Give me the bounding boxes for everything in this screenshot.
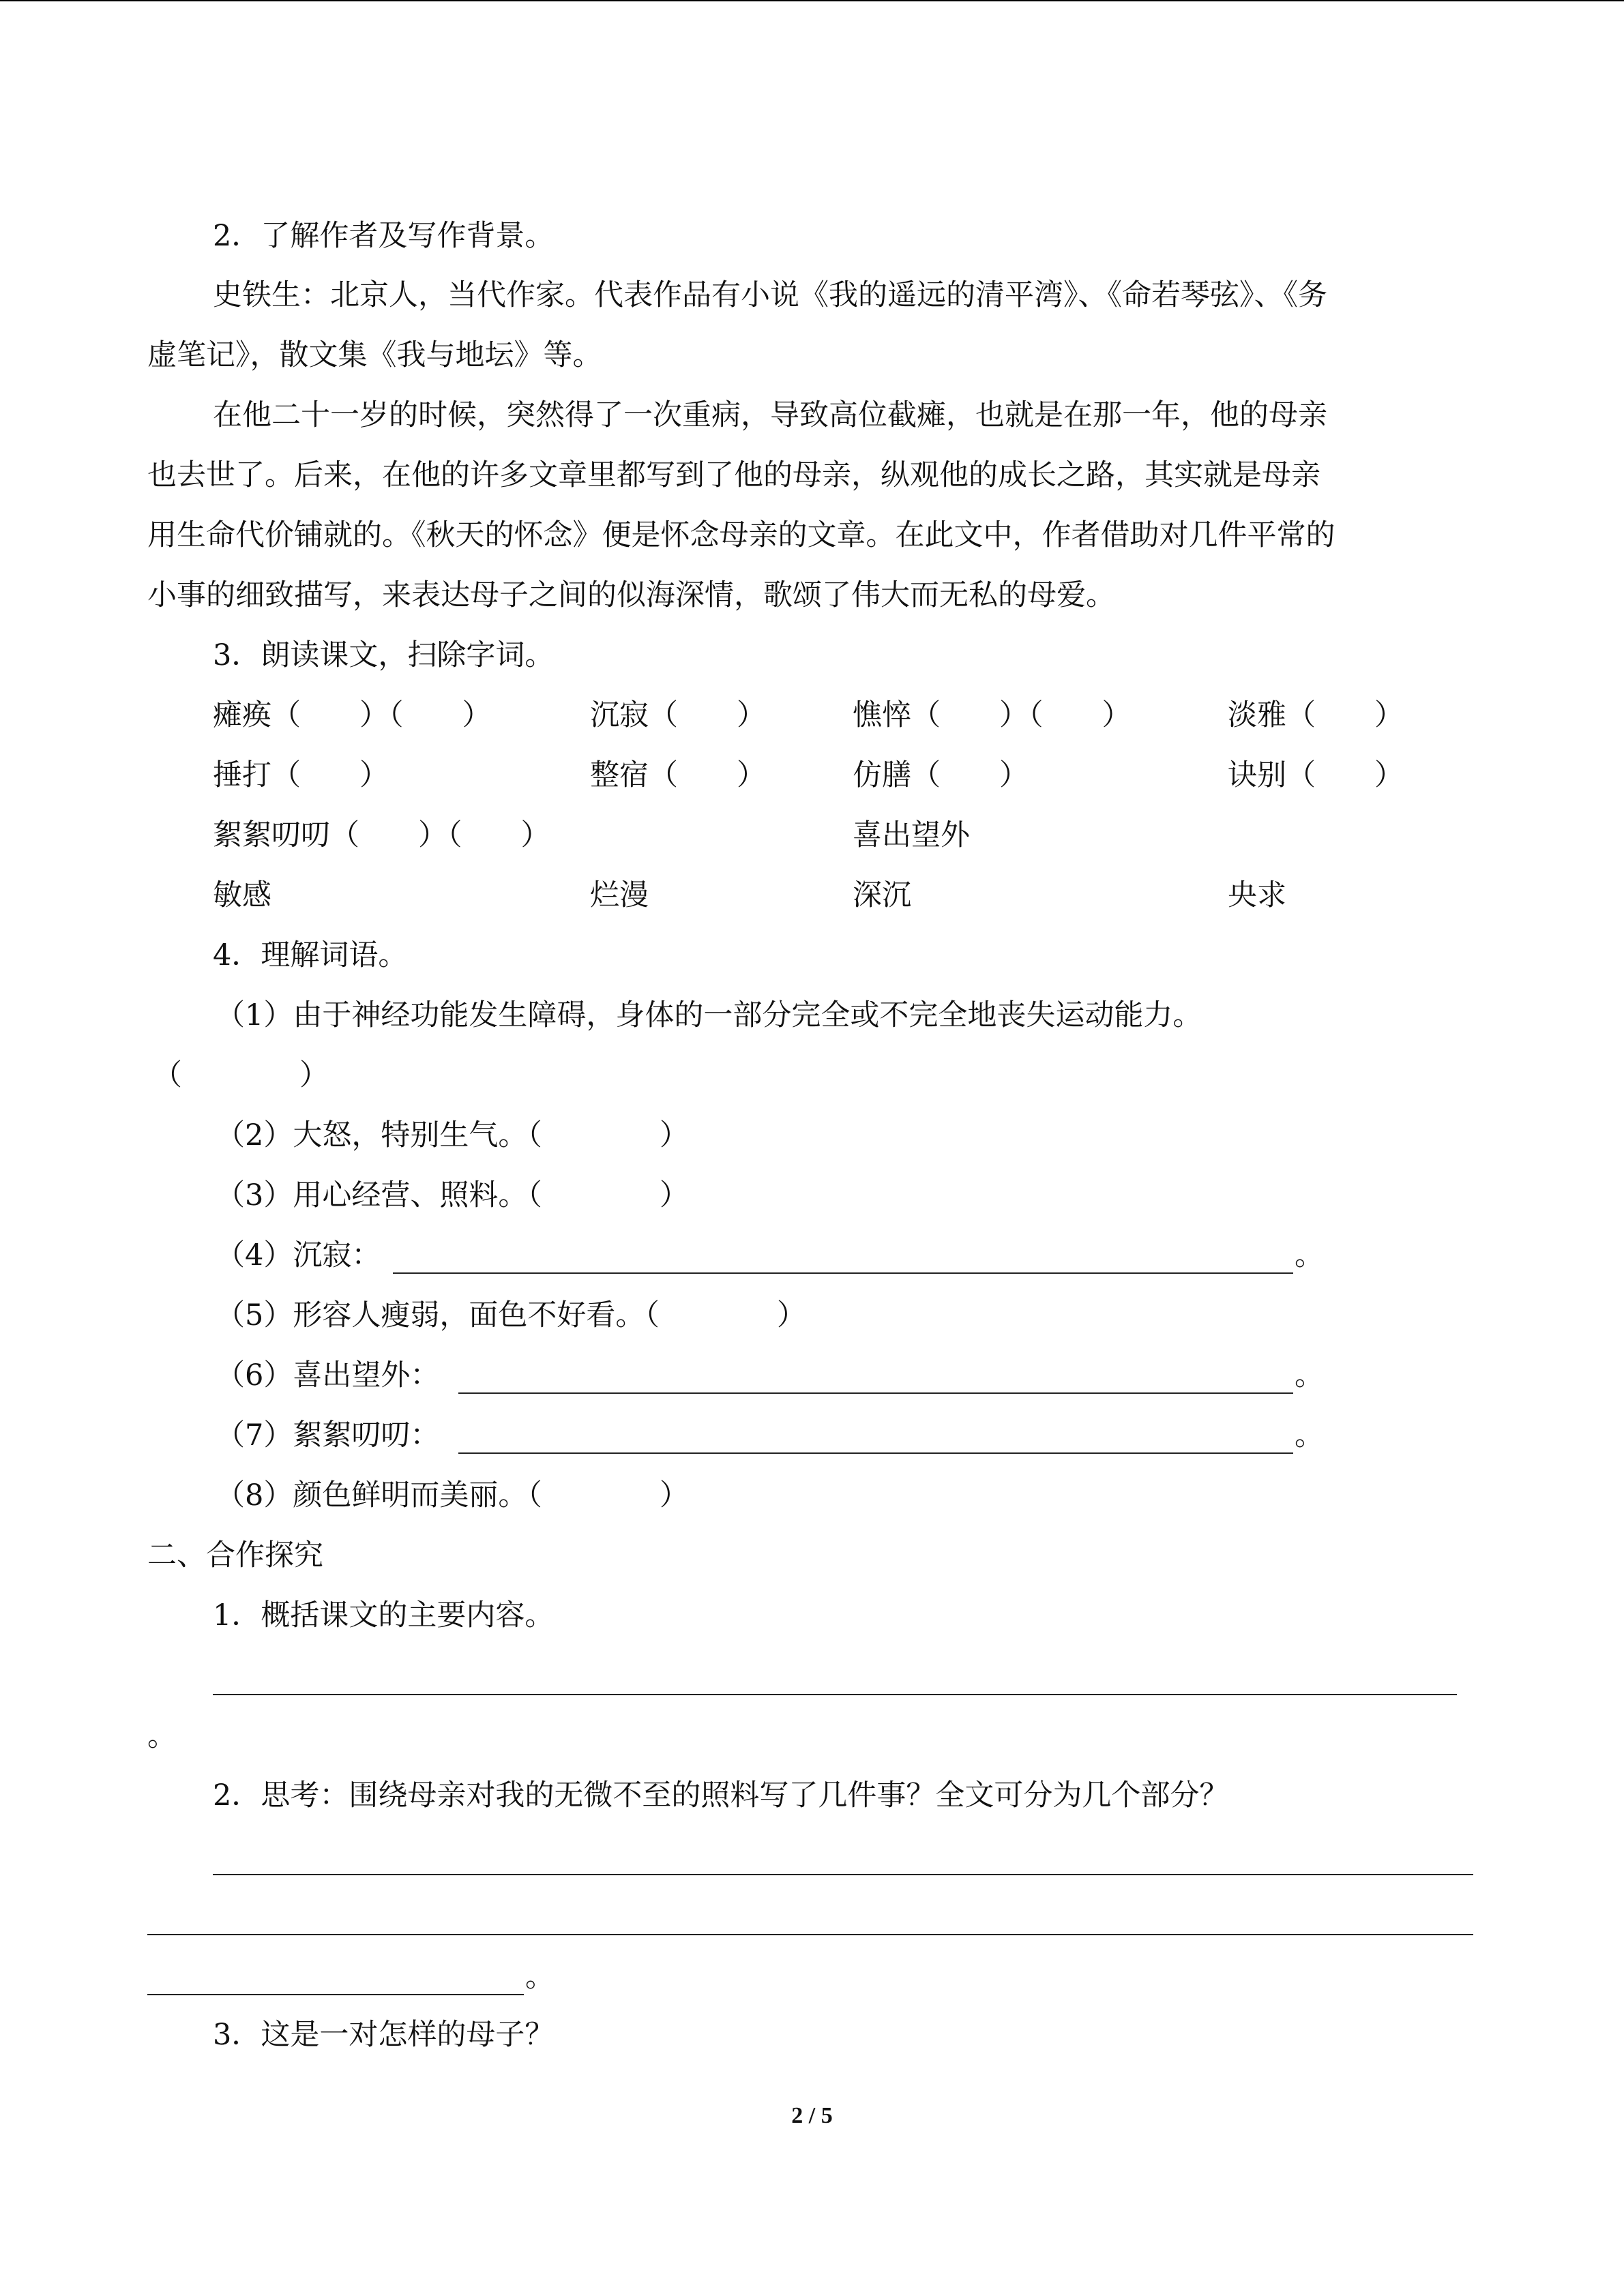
definition-7: （7）絮絮叨叨：	[216, 1418, 440, 1452]
period: 。	[1295, 1358, 1324, 1392]
vocab-item: 憔悴（ ）（ ）	[853, 698, 1132, 732]
background-line-4: 小事的细致描写，来表达母子之间的似海深情，歌颂了伟大而无私的母爱。	[147, 578, 1115, 612]
question-3: 3．这是一对怎样的母子？	[213, 2018, 555, 2052]
vocab-item: 仿膳（ ）	[853, 758, 1029, 792]
definition-1: （1）由于神经功能发生障碍，身体的一部分完全或不完全地丧失运动能力。	[216, 998, 1202, 1032]
vocab-item: 喜出望外	[853, 818, 970, 852]
vocab-item: 诀别（ ）	[1228, 758, 1404, 792]
section-3-title: 3．朗读课文，扫除字词。	[213, 638, 555, 672]
answer-line	[393, 1272, 1293, 1274]
vocab-item: 淡雅（ ）	[1228, 698, 1404, 732]
top-border	[0, 0, 1624, 1]
vocab-item: 沉寂（ ）	[590, 698, 766, 732]
vocab-item: 烂漫	[590, 878, 649, 912]
answer-line	[213, 1874, 1473, 1875]
period: 。	[1295, 1238, 1324, 1272]
vocab-item: 整宿（ ）	[590, 758, 766, 792]
background-line-3: 用生命代价铺就的。《秋天的怀念》便是怀念母亲的文章。在此文中，作者借助对几件平常的	[147, 518, 1335, 552]
page-number: 2 / 5	[791, 2103, 833, 2128]
definition-4: （4）沉寂：	[216, 1238, 381, 1272]
period: 。	[147, 1719, 177, 1753]
vocab-item: 瘫痪（ ）（ ）	[213, 698, 492, 732]
definition-3: （3）用心经营、照料。（ ）	[216, 1178, 689, 1212]
period: 。	[525, 1960, 555, 1994]
answer-line	[147, 1994, 524, 1995]
answer-line	[213, 1694, 1457, 1695]
section-4-title: 4．理解词语。	[213, 938, 408, 972]
author-intro-line-1: 史铁生：北京人，当代作家。代表作品有小说《我的遥远的清平湾》、《命若琴弦》、《务	[213, 278, 1327, 312]
part-2-title: 二、合作探究	[147, 1538, 323, 1572]
question-2: 2．思考：围绕母亲对我的无微不至的照料写了几件事？全文可分为几个部分？	[213, 1778, 1229, 1813]
vocab-item: 深沉	[853, 878, 911, 912]
answer-line	[458, 1392, 1293, 1394]
definition-6: （6）喜出望外：	[216, 1358, 440, 1392]
definition-1-answer-blank: （ ）	[153, 1058, 329, 1092]
answer-line	[458, 1452, 1293, 1454]
question-1: 1．概括课文的主要内容。	[213, 1598, 555, 1632]
vocab-item: 捶打（ ）	[213, 758, 389, 792]
definition-2: （2）大怒，特别生气。（ ）	[216, 1118, 689, 1152]
vocab-item: 絮絮叨叨（ ）（ ）	[213, 818, 550, 852]
vocab-item: 敏感	[213, 878, 271, 912]
background-line-1: 在他二十一岁的时候，突然得了一次重病，导致高位截瘫，也就是在那一年，他的母亲	[213, 398, 1327, 432]
answer-line	[147, 1934, 1473, 1935]
section-2-title: 2．了解作者及写作背景。	[213, 219, 555, 253]
background-line-2: 也去世了。后来，在他的许多文章里都写到了他的母亲，纵观他的成长之路，其实就是母亲	[147, 458, 1320, 492]
author-intro-line-2: 虚笔记》，散文集《我与地坛》等。	[147, 338, 602, 372]
vocab-item: 央求	[1228, 878, 1286, 912]
definition-5: （5）形容人瘦弱，面色不好看。（ ）	[216, 1298, 806, 1332]
period: 。	[1295, 1418, 1324, 1452]
definition-8: （8）颜色鲜明而美丽。（ ）	[216, 1478, 689, 1512]
